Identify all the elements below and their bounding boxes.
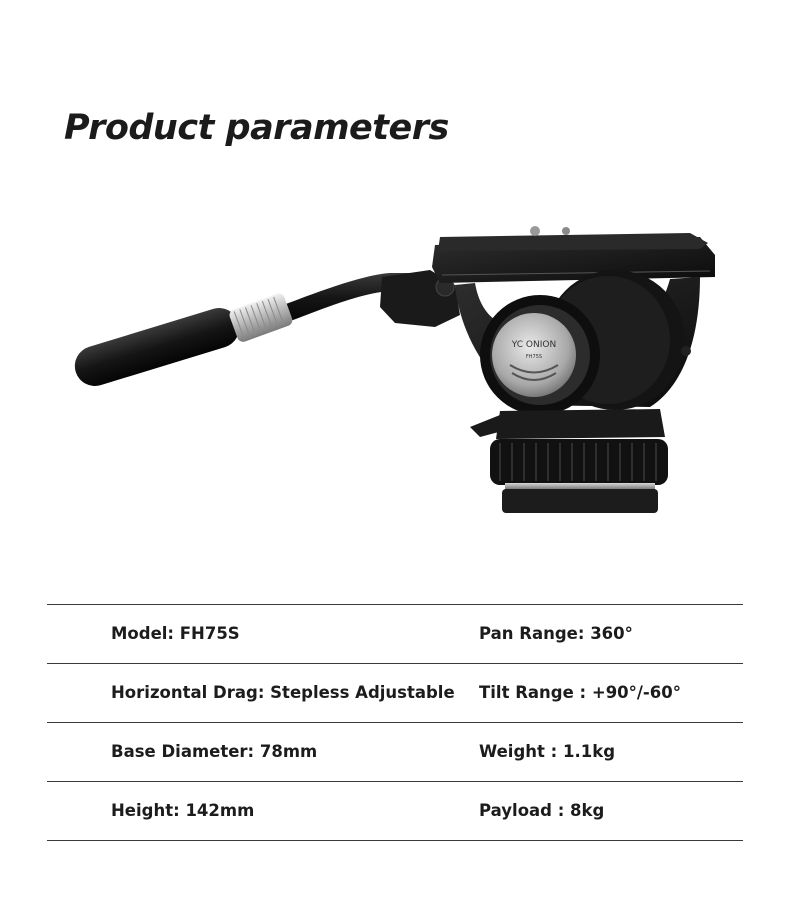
param-weight: Weight : 1.1kg	[479, 742, 616, 761]
param-base-diameter: Base Diameter: 78mm	[111, 742, 318, 761]
dial-brand-label: YC ONION	[511, 340, 557, 350]
param-pan-range: Pan Range: 360°	[479, 624, 633, 643]
fluid-head-product-image	[60, 215, 730, 525]
pan-base	[490, 409, 668, 513]
param-payload: Payload : 8kg	[479, 801, 605, 820]
page-title: Product parameters	[64, 108, 449, 148]
param-tilt-range: Tilt Range : +90°/-60°	[479, 683, 681, 702]
table-row	[47, 781, 743, 841]
quick-release-plate	[432, 226, 715, 283]
table-row	[47, 722, 743, 781]
parameters-table	[47, 604, 743, 841]
param-model: Model: FH75S	[111, 624, 240, 643]
fluid-head-body	[455, 270, 700, 415]
table-row	[47, 604, 743, 663]
param-height: Height: 142mm	[111, 801, 255, 820]
pan-handle	[70, 273, 412, 391]
table-row	[47, 663, 743, 722]
param-horizontal-drag: Horizontal Drag: Stepless Adjustable	[111, 683, 455, 702]
dial-model-label: FH75S	[525, 354, 543, 360]
